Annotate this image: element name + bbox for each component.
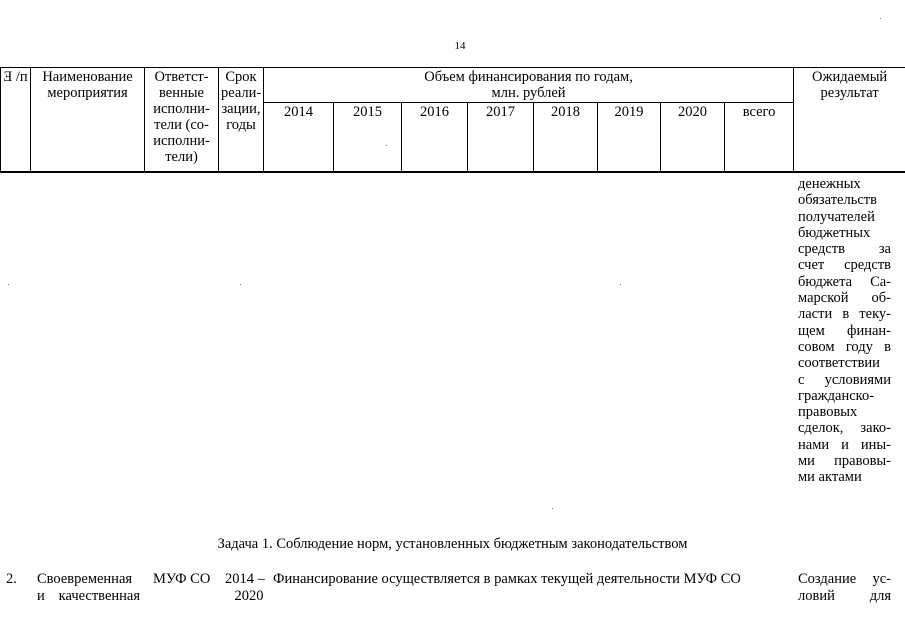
header-total: всего (725, 103, 794, 172)
header-funding: Объем финансирования по годам, млн. рублей (264, 68, 794, 103)
row-term: 2014 – 2020 (225, 571, 265, 604)
header-year-2018: 2018 (534, 103, 598, 172)
header-year-2016: 2016 (402, 103, 468, 172)
scan-speck (880, 18, 881, 19)
row-responsible: МУФ СО (153, 571, 211, 587)
row-activity-name: Своевременная и качественная (37, 571, 140, 604)
budget-table (0, 67, 905, 172)
task-heading: Задача 1. Соблюдение норм, установленных бюджетным законодательством (217, 536, 688, 552)
table-separator-line (0, 172, 905, 173)
header-year-2017: 2017 (468, 103, 534, 172)
row-number: 2. (6, 571, 17, 587)
header-year-2019: 2019 (598, 103, 661, 172)
row-expected-result: Создание ус- ловий для (798, 571, 891, 604)
header-year-2014: 2014 (264, 103, 334, 172)
expected-result-continuation: денежных обязательств получателей бюджетных средств за счет средств бюджета Са- марской об- ласти в теку- щем финан- совом году в соответствии с условиями гражданско- правовых сделок, зако- нами и ины- ми правовы- ми актами (798, 176, 891, 486)
header-number: Ǝ /п (1, 68, 31, 172)
header-result: Ожидаемый результат (794, 68, 905, 172)
header-term: Срок реали- зации, годы (219, 68, 264, 172)
scan-speck (620, 284, 621, 285)
scan-speck (386, 145, 387, 146)
row-funding-note: Финансирование осуществляется в рамках текущей деятельности МУФ СО (273, 571, 741, 587)
header-name: Наименование мероприятия (31, 68, 145, 172)
page-number: 14 (454, 40, 466, 52)
header-year-2015: 2015 (334, 103, 402, 172)
header-responsible: Ответст- венные исполни- тели (со- исполни- тели) (145, 68, 219, 172)
scan-speck (240, 284, 241, 285)
scan-speck (8, 284, 9, 285)
scan-speck (552, 508, 553, 509)
header-year-2020: 2020 (661, 103, 725, 172)
